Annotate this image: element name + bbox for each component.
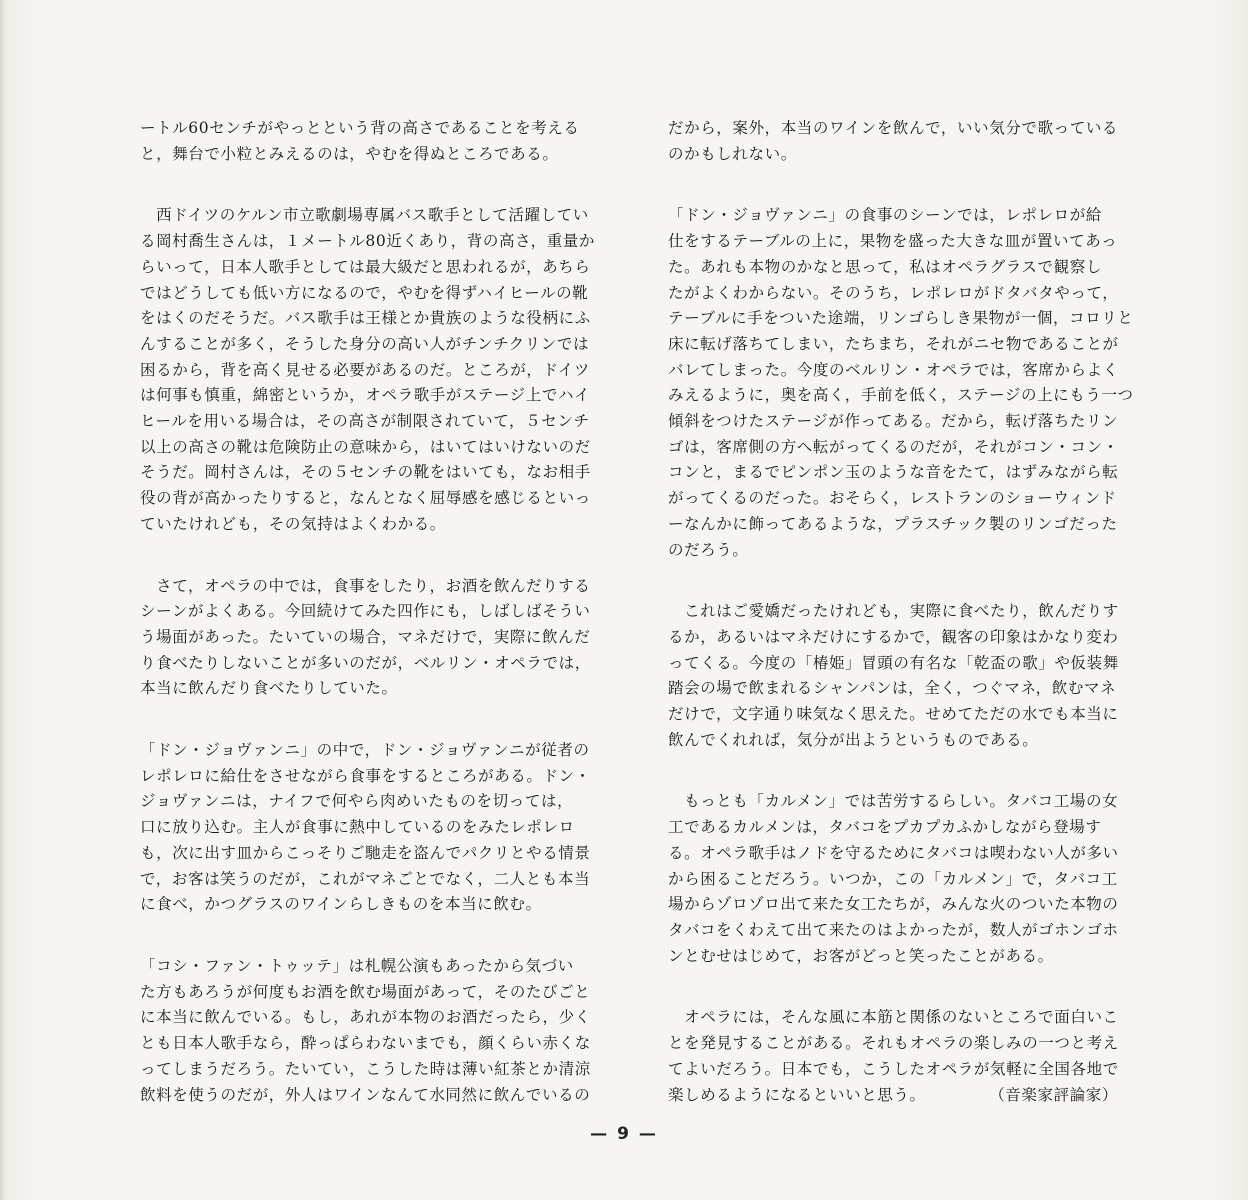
text-line: ってくる。今度の「椿姫」冒頭の有名な「乾盃の歌」や仮装舞	[668, 653, 1119, 672]
paragraph	[140, 954, 600, 1108]
text-line: シーンがよくある。今回続けてみた四作にも，しばしばそうい	[140, 602, 591, 621]
text-line: 仕をするテーブルの上に，果物を盛った大きな皿が置いてあっ	[668, 232, 1118, 251]
text-line: 困るから，背を高く見せる必要があるのだ。ところが，ドイツ	[140, 360, 591, 379]
text-line: ではどうしても低い方になるので，やむを得ずハイヒールの靴	[140, 283, 589, 302]
text-line: 本当に飲んだり食べたりしていた。	[140, 679, 398, 698]
text-line: 以上の高さの靴は危険防止の意味から，はいてはいけないのだ	[140, 437, 591, 456]
text-line: らいって，日本人歌手としては最大級だと思われるが，あちら	[140, 257, 591, 276]
paragraph	[668, 1005, 1134, 1108]
text-line: これはご愛嬌だったけれども，実際に食べたり，飲んだりす	[668, 602, 1119, 621]
paragraph	[668, 789, 1134, 969]
text-line: ジョヴァンニは，ナイフで何やら肉めいたものを切っては，	[140, 792, 574, 811]
text-line: てよいだろう。日本でも，こうしたオペラが気軽に全国各地で	[668, 1059, 1119, 1078]
paragraph	[668, 599, 1134, 753]
text-line: ンとむせはじめて，お客がどっと笑ったことがある。	[668, 946, 1054, 965]
page-number: — 9 —	[590, 1124, 658, 1144]
text-line: 場からゾロゾロ出て来た女工たちが，みんな火のついた本物の	[668, 895, 1119, 914]
paragraph	[140, 203, 600, 537]
text-line: り食べたりしないことが多いのだが，ベルリン・オペラでは，	[140, 653, 591, 672]
text-line: る。オペラ歌手はノドを守るためにタバコは喫わない人が多い	[668, 843, 1119, 862]
text-line: 飲んでくれれば，気分が出ようというものである。	[668, 730, 1039, 749]
text-line: そうだ。岡村さんは，その５センチの靴をはいても，なお相手	[140, 463, 591, 482]
text-line: る岡村喬生さんは，１メートル80近くあり，背の高さ，重量か	[140, 232, 596, 251]
text-line: 口に放り込む。主人が食事に熱中しているのをみたレポレロ	[140, 818, 575, 837]
text-line: 楽しめるようになるといいと思う。	[668, 1085, 926, 1104]
text-line: から困ることだろう。いつか，この「カルメン」で，タバコ工	[668, 869, 1118, 888]
text-line: 傾斜をつけたステージが作ってある。だから，転げ落ちたリン	[668, 412, 1119, 431]
text-line: で，お客は笑うのだが，これがマネごとでなく，二人とも本当	[140, 869, 591, 888]
text-line: がってくるのだった。おそらく，レストランのショーウィンド	[668, 489, 1117, 508]
text-line: のだろう。	[668, 540, 749, 559]
text-line: た。あれも本物のかなと思って，私はオペラグラスで観察し	[668, 257, 1102, 276]
page-fold-shadow	[0, 0, 6, 1200]
text-line: るか，あるいはマネだけにするかで，観客の印象はかなり変わ	[668, 627, 1119, 646]
text-line: とを発見することがある。それもオペラの楽しみの一つと考え	[668, 1034, 1119, 1053]
text-line: も，次に出す皿からこっそりご馳走を盗んでパクリとやる情景	[140, 843, 591, 862]
text-line: をはくのだそうだ。バス歌手は王様とか貴族のような役柄にふ	[140, 309, 591, 328]
text-line: に食べ，かつグラスのワインらしきものを本当に飲む。	[140, 895, 542, 914]
text-line: 「ドン・ジョヴァンニ」の中で，ドン・ジョヴァンニが従者の	[140, 741, 590, 760]
text-line: は何事も慎重，綿密というか，オペラ歌手がステージ上でハイ	[140, 386, 591, 405]
text-line: 飲料を使うのだが，外人はワインなんて水同然に飲んでいるの	[140, 1085, 591, 1104]
text-line: オペラには，そんな風に本筋と関係のないところで面白いこ	[668, 1008, 1119, 1027]
text-line: さて，オペラの中では，食事をしたり，お酒を飲んだりする	[140, 576, 591, 595]
text-line: タバコをくわえて出て来たのはよかったが，数人がゴホンゴホ	[668, 920, 1119, 939]
text-line: のかもしれない。	[668, 144, 797, 163]
text-line: みえるように，奥を高く，手前を低く，ステージの上にもう一つ	[668, 386, 1134, 405]
text-line: ーなんかに飾ってあるような，プラスチック製のリンゴだった	[668, 514, 1118, 533]
left-column	[140, 116, 600, 1144]
text-line: ゴは，客席側の方へ転がってくるのだが，それがコン・コン・	[668, 437, 1119, 456]
text-line: 役の背が高かったりすると，なんとなく屈辱感を感じるといっ	[140, 489, 591, 508]
text-line: たがよくわからない。そのうち，レポレロがドタバタやって，	[668, 283, 1119, 302]
paragraph	[140, 116, 600, 167]
text-line: もっとも「カルメン」では苦労するらしい。タバコ工場の女	[668, 792, 1119, 811]
paragraph	[668, 116, 1134, 167]
text-line: う場面があった。たいていの場合，マネだけで，実際に飲んだ	[140, 627, 591, 646]
paragraph	[140, 574, 600, 703]
text-line: んすることが多く，そうした身分の高い人がチンチクリンでは	[140, 334, 590, 353]
text-line: 「コシ・ファン・トゥッテ」は札幌公演もあったから気づい	[140, 956, 574, 975]
text-line: ってしまうだろう。たいてい，こうした時は薄い紅茶とか清涼	[140, 1059, 591, 1078]
paragraph	[668, 203, 1134, 563]
author-byline: （音楽家評論家）	[989, 1085, 1118, 1104]
text-line: ていたけれども，その気持はよくわかる。	[140, 514, 446, 533]
text-line: 工であるカルメンは，タバコをプカプカふかしながら登場す	[668, 818, 1102, 837]
text-line: 踏会の場で飲まれるシャンパンは，全く，つぐマネ，飲むマネ	[668, 679, 1117, 698]
text-line: バレてしまった。今度のベルリン・オペラでは，客席からよく	[668, 360, 1119, 379]
text-line: テーブルに手をついた途端，リンゴらしき果物が一個，コロリと	[668, 309, 1134, 328]
text-line: ートル60センチがやっとという背の高さであることを考える	[140, 119, 580, 137]
text-line: 床に転げ落ちてしまい，たちまち，それがニセ物であることが	[668, 334, 1119, 353]
closing-line	[668, 1083, 1134, 1109]
text-line: と，舞台で小粒とみえるのは，やむを得ぬところである。	[140, 144, 559, 163]
text-line: だけで，文字通り味気なく思えた。せめてただの水でも本当に	[668, 705, 1119, 724]
right-column	[668, 116, 1134, 1144]
text-line: 「ドン・ジョヴァンニ」の食事のシーンでは，レポレロが給	[668, 206, 1102, 225]
text-line: に本当に飲んでいる。もし，あれが本物のお酒だったら，少く	[140, 1008, 591, 1027]
text-line: た方もあろうが何度もお酒を飲む場面があって，そのたびごと	[140, 982, 591, 1001]
paragraph	[140, 738, 600, 918]
text-line: 西ドイツのケルン市立歌劇場専属バス歌手として活躍してい	[140, 206, 589, 225]
text-line: だから，案外，本当のワインを飲んで，いい気分で歌っている	[668, 119, 1119, 137]
text-line: レポレロに給仕をさせながら食事をするところがある。ドン・	[140, 766, 591, 785]
text-line: ヒールを用いる場合は，その高さが制限されていて，５センチ	[140, 412, 590, 431]
text-line: とも日本人歌手なら，酔っぱらわないまでも，顔くらい赤くな	[140, 1034, 591, 1053]
text-line: コンと，まるでピンポン玉のような音をたて，はずみながら転	[668, 463, 1119, 482]
